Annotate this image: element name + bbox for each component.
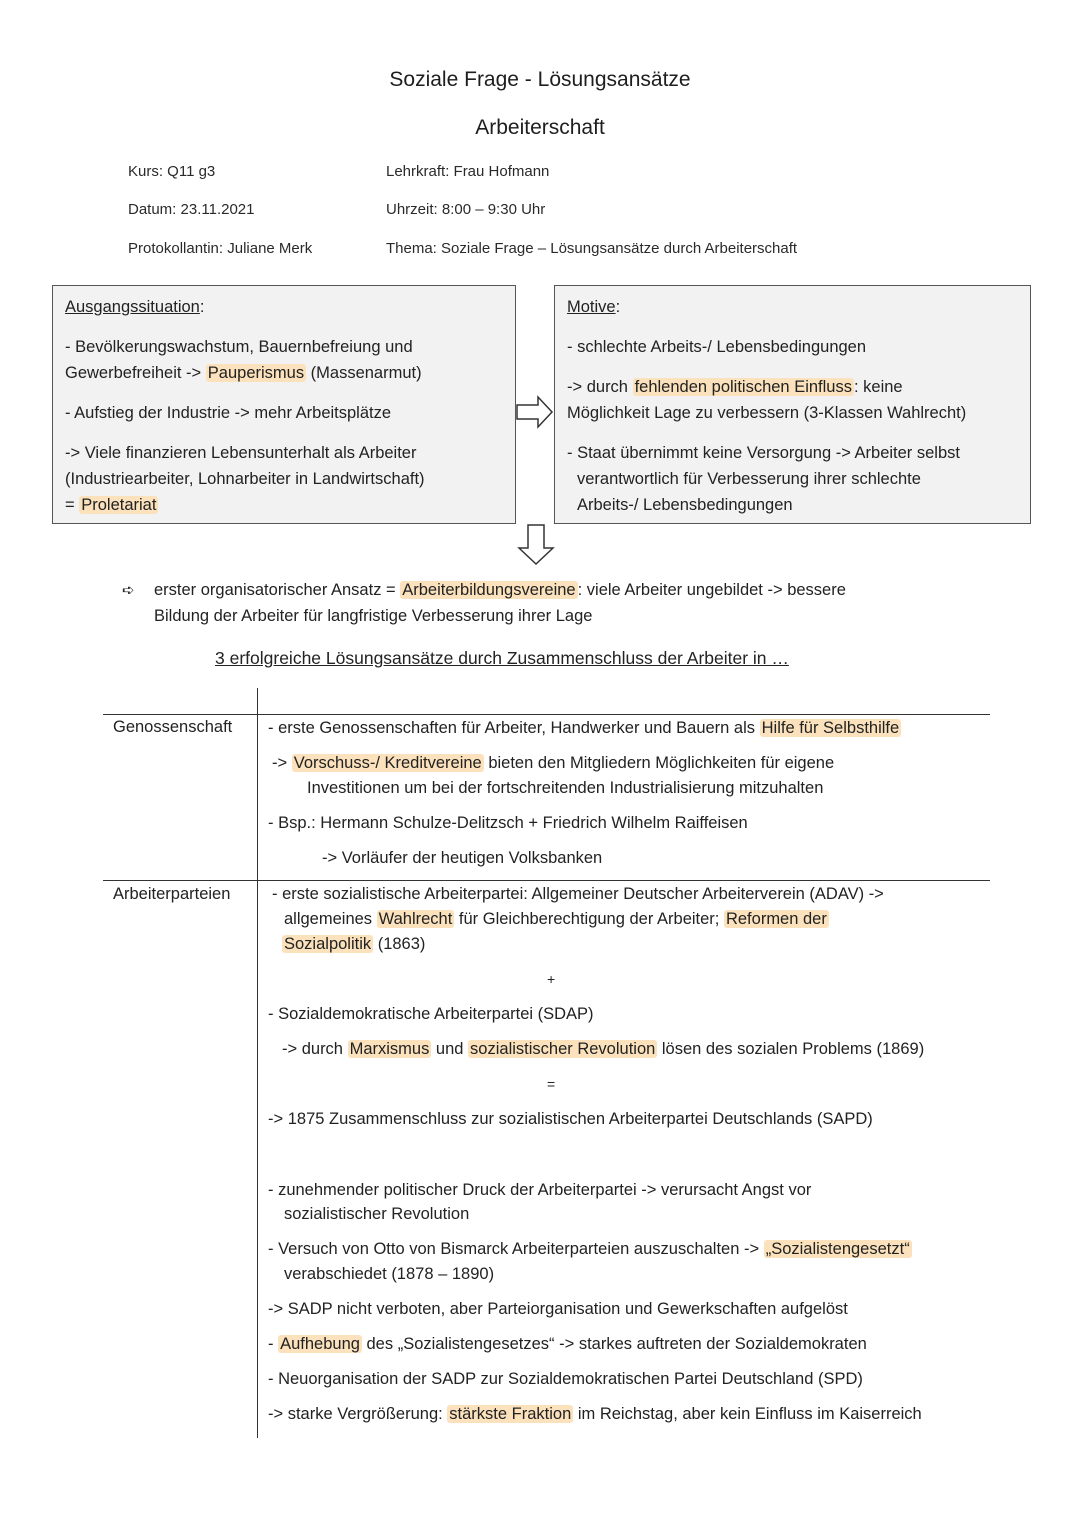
row-label-arbeiterparteien: Arbeiterparteien: [113, 885, 231, 903]
ausgangssituation-box: [52, 285, 516, 524]
arrow-bullet-icon: ➪: [122, 582, 135, 599]
genossenschaft-line-2: [272, 751, 834, 776]
plus-sign: +: [547, 971, 556, 987]
motive-colon: :: [615, 298, 621, 316]
approach-line-2: Bildung der Arbeiter für langfristige Verbesserung ihrer Lage: [154, 607, 593, 625]
a10-end: im Reichstag, aber kein Einfluss im Kaiserreich: [573, 1405, 922, 1423]
motive-p2-line2: Möglichkeit Lage zu verbessern (3-Klassen Wahlrecht): [567, 404, 967, 422]
einfluss-highlight: fehlenden politischen Einfluss: [634, 378, 852, 396]
partei-line-2: [284, 907, 829, 932]
partei-line-8: sozialistischer Revolution: [284, 1205, 470, 1223]
partei-line-12: [268, 1332, 867, 1357]
datum-field: Datum: 23.11.2021: [128, 201, 255, 218]
g1-text: - erste Genossenschaften für Arbeiter, Handwerker und Bauern als: [268, 719, 760, 737]
ausgang-p1-line2: Gewerbefreiheit ->: [65, 364, 206, 382]
fraktion-highlight: stärkste Fraktion: [449, 1405, 572, 1423]
motive-p2-start: -> durch: [567, 378, 633, 396]
motive-paragraph-1: - schlechte Arbeits-/ Lebensbedingungen: [567, 338, 867, 356]
reformen-highlight: Reformen der: [725, 910, 827, 928]
lehrkraft-field: Lehrkraft: Frau Hofmann: [386, 163, 550, 180]
heading-colon: :: [199, 298, 205, 316]
protokollantin-field: Protokollantin: Juliane Merk: [128, 240, 313, 257]
revolution-highlight: sozialistischer Revolution: [470, 1040, 656, 1058]
ausgang-paragraph-3: [65, 440, 503, 518]
ausgangssituation-heading: Ausgangssituation: [65, 298, 200, 316]
motive-p3-line1: - Staat übernimmt keine Versorgung -> Arbeiter selbst: [567, 444, 960, 462]
g2-start: ->: [272, 754, 292, 772]
a8-start: -: [268, 1335, 279, 1353]
wahlrecht-highlight: Wahlrecht: [378, 910, 453, 928]
motive-heading: Motive: [567, 298, 616, 316]
down-arrow-icon: [517, 524, 555, 566]
motive-paragraph-2: [567, 374, 1018, 426]
approach-l1-start: erster organisatorischer Ansatz =: [154, 581, 401, 599]
partei-line-10: verabschiedet (1878 – 1890): [284, 1265, 495, 1283]
ausgang-p1-line1: - Bevölkerungswachstum, Bauernbefreiung und: [65, 338, 413, 356]
partei-line-9: [268, 1237, 912, 1262]
a10-start: -> starke Vergrößerung:: [268, 1405, 448, 1423]
a3-end: lösen des sozialen Problems (1869): [657, 1040, 925, 1058]
partei-line-5: [282, 1037, 924, 1062]
ausgang-paragraph-1: [65, 334, 503, 386]
partei-line-1: - erste sozialistische Arbeiterpartei: Allgemeiner Deutscher Arbeiterverein (ADAV) ->: [272, 885, 884, 903]
equals-sign: =: [547, 1076, 556, 1092]
selbsthilfe-highlight: Hilfe für Selbsthilfe: [761, 719, 900, 737]
table-divider-vertical: [257, 688, 258, 1438]
page-title: Soziale Frage - Lösungsansätze: [389, 68, 691, 91]
proletariat-highlight: Proletariat: [81, 496, 157, 514]
aufhebung-highlight: Aufhebung: [280, 1335, 360, 1353]
right-arrow-icon: [516, 395, 554, 429]
ausgang-paragraph-2: - Aufstieg der Industrie -> mehr Arbeitsplätze: [65, 404, 392, 422]
a1-mid: für Gleichberechtigung der Arbeiter;: [454, 910, 724, 928]
ausgang-p3-line1: -> Viele finanzieren Lebensunterhalt als Arbeiter: [65, 444, 417, 462]
approach-l1-end: : viele Arbeiter ungebildet -> bessere: [577, 581, 846, 599]
approach-line-1: [154, 577, 846, 603]
motive-p3-line3: Arbeits-/ Lebensbedingungen: [577, 496, 793, 514]
a1-start: allgemeines: [284, 910, 377, 928]
thema-field: Thema: Soziale Frage – Lösungsansätze durch Arbeiterschaft: [386, 240, 798, 257]
arbeiterbildungsvereine-highlight: Arbeiterbildungsvereine: [402, 581, 576, 599]
a3-and: und: [431, 1040, 469, 1058]
ausgang-p3-line3: =: [65, 496, 80, 514]
motive-paragraph-3: [567, 440, 1018, 518]
a6-start: - Versuch von Otto von Bismarck Arbeiterparteien auszuschalten ->: [268, 1240, 764, 1258]
genossenschaft-line-4: - Bsp.: Hermann Schulze-Delitzsch + Friedrich Wilhelm Raiffeisen: [268, 814, 748, 832]
a1-year: (1863): [373, 935, 426, 953]
row-label-genossenschaft: Genossenschaft: [113, 718, 233, 736]
ausgang-p1-tail: (Massenarmut): [306, 364, 422, 382]
ausgang-p3-line2: (Industriearbeiter, Lohnarbeiter in Landwirtschaft): [65, 470, 425, 488]
pauperismus-highlight: Pauperismus: [207, 364, 305, 382]
partei-line-6: -> 1875 Zusammenschluss zur sozialistischen Arbeiterpartei Deutschlands (SAPD): [268, 1110, 873, 1128]
a3-start: -> durch: [282, 1040, 348, 1058]
page-subtitle: Arbeiterschaft: [475, 116, 605, 139]
a8-end: des „Sozialistengesetzes“ -> starkes auftreten der Sozialdemokraten: [361, 1335, 867, 1353]
sozialpolitik-highlight: Sozialpolitik: [284, 935, 372, 953]
partei-line-4: - Sozialdemokratische Arbeiterpartei (SDAP): [268, 1005, 594, 1023]
motive-p3-line2: verantwortlich für Verbesserung ihrer schlechte: [577, 470, 921, 488]
partei-line-14: [268, 1402, 922, 1427]
partei-line-11: -> SADP nicht verboten, aber Parteiorganisation und Gewerkschaften aufgelöst: [268, 1300, 848, 1318]
motive-p2-mid: : keine: [853, 378, 903, 396]
kurs-field: Kurs: Q11 g3: [128, 163, 216, 180]
g2-end: bieten den Mitgliedern Möglichkeiten für eigene: [483, 754, 835, 772]
motive-heading-row: [567, 294, 1018, 320]
ausgangssituation-heading-row: [65, 294, 503, 320]
marxismus-highlight: Marxismus: [349, 1040, 430, 1058]
sozialistengesetz-highlight: „Sozialistengesetzt“: [765, 1240, 910, 1258]
genossenschaft-line-1: [268, 716, 901, 741]
genossenschaft-line-5: -> Vorläufer der heutigen Volksbanken: [322, 849, 603, 867]
partei-line-3: [282, 932, 425, 957]
genossenschaft-line-3: Investitionen um bei der fortschreitenden Industrialisierung mitzuhalten: [307, 779, 824, 797]
partei-line-7: - zunehmender politischer Druck der Arbeiterpartei -> verursacht Angst vor: [268, 1181, 812, 1199]
uhrzeit-field: Uhrzeit: 8:00 – 9:30 Uhr: [386, 201, 546, 218]
motive-box: [554, 285, 1031, 524]
kreditvereine-highlight: Vorschuss-/ Kreditvereine: [293, 754, 482, 772]
partei-line-13: - Neuorganisation der SADP zur Sozialdemokratischen Partei Deutschland (SPD): [268, 1370, 863, 1388]
section-title: 3 erfolgreiche Lösungsansätze durch Zusammenschluss der Arbeiter in …: [215, 648, 789, 668]
